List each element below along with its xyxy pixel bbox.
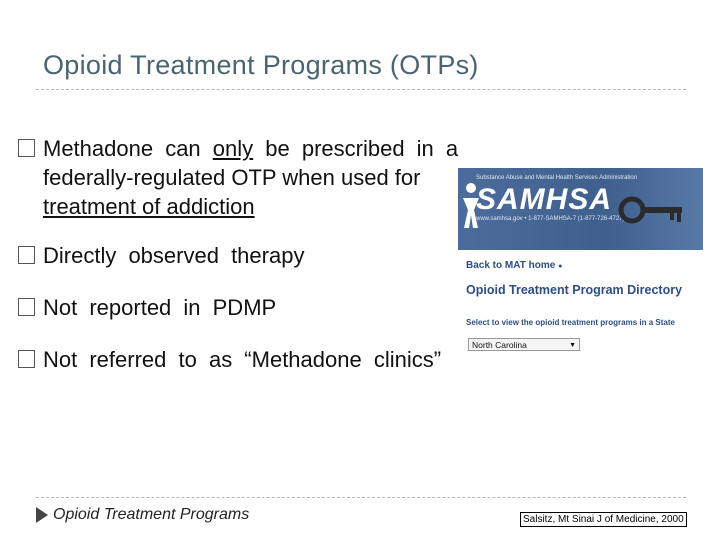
bullet-text: be prescribed in a	[253, 136, 459, 161]
back-to-mat-home-link[interactable]: Back to MAT home ●	[466, 260, 563, 271]
samhsa-banner	[458, 168, 703, 250]
bullet-box-icon	[18, 298, 35, 316]
citation: Salsitz, Mt Sinai J of Medicine, 2000	[520, 512, 687, 527]
dropdown-arrow-icon: ▼	[569, 342, 576, 349]
bullet-text-line: treatment of addiction	[43, 194, 255, 219]
footer-title: Opioid Treatment Programs	[53, 506, 250, 523]
bullet-item-pdmp	[18, 293, 468, 322]
bullet-item-methadone	[18, 134, 468, 221]
bullet-box-icon	[18, 350, 35, 368]
bullet-item-observed-therapy	[18, 241, 468, 270]
bullet-item-methadone-clinics	[18, 345, 468, 374]
footer-divider	[36, 497, 686, 498]
directory-title: Opioid Treatment Program Directory	[466, 283, 683, 297]
bullet-text: Not reported in PDMP	[43, 295, 277, 320]
slide-title: Opioid Treatment Programs (OTPs)	[43, 50, 479, 80]
banner-agency-name: Substance Abuse and Mental Health Services Administration	[476, 175, 638, 181]
bullet-text: Methadone can	[43, 136, 213, 161]
footer-triangle-icon	[36, 507, 48, 523]
bullet-box-icon	[18, 246, 35, 264]
select-state-label: Select to view the opioid treatment programs in a State	[466, 318, 675, 327]
banner-contact: www.samhsa.gov • 1-877-SAMHSA-7 (1-877-726-4727)	[476, 216, 625, 222]
bullet-text: Directly observed therapy	[43, 243, 305, 268]
samhsa-logo: SAMHSA	[476, 183, 613, 216]
bullet-text-line: federally-regulated OTP when used for	[43, 165, 421, 190]
state-select-value: North Carolina	[472, 340, 527, 350]
samhsa-website-screenshot	[458, 168, 703, 352]
bullet-list	[18, 134, 468, 374]
bullet-underlined-word: only	[212, 136, 254, 161]
bullet-text: Not referred to as “Methadone clinics”	[43, 347, 442, 372]
bullet-box-icon	[18, 139, 35, 157]
key-icon	[618, 190, 688, 230]
state-select[interactable]	[468, 338, 580, 351]
title-divider	[36, 89, 686, 90]
